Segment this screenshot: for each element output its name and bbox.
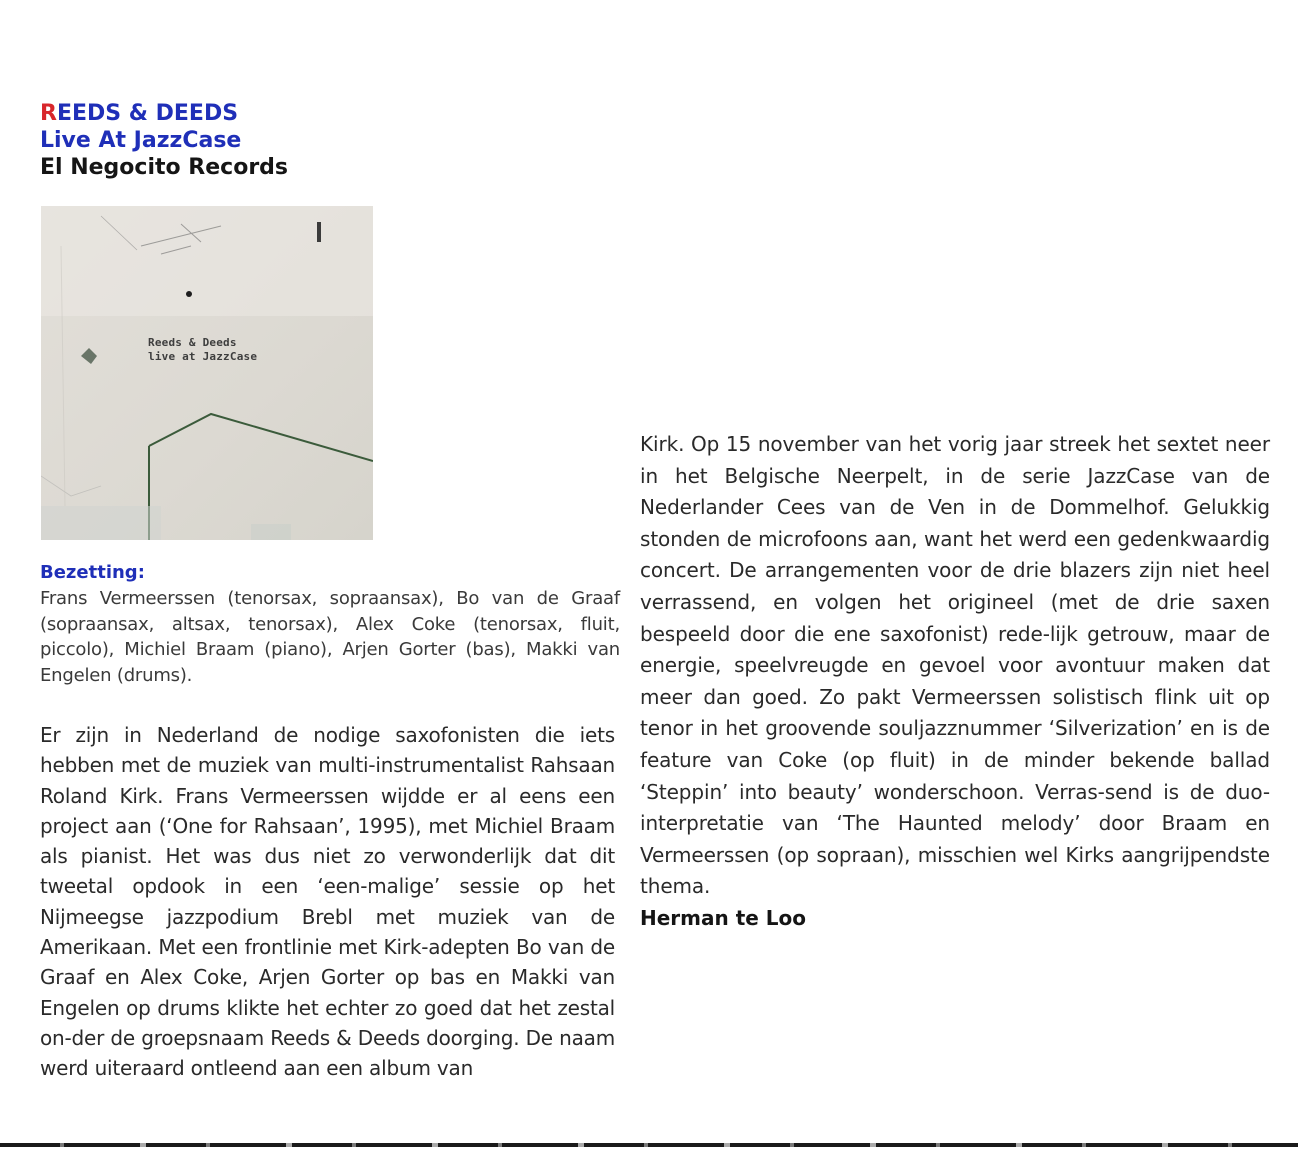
lineup-heading: Bezetting: xyxy=(40,562,145,583)
band-name-initial: R xyxy=(40,101,57,126)
author-name: Herman te Loo xyxy=(640,905,807,930)
record-label: El Negocito Records xyxy=(40,155,289,180)
article-text-right: Kirk. Op 15 november van het vorig jaar streek het sextet neer in het Belgische Neerpelt, in de serie JazzCase van de Nederlander Cees van de Ven in de Dommelhof. Gelukkig stonden de microfoons aan, want het werd een gedenkwaardig concert. De arrangementen voor de drie blazers zijn niet heel verrassend, en volgen het origineel (met de drie saxen bespeeld door die ene saxofonist) rede-lijk getrouw, maar de energie, speelvreugde en gevoel voor avontuur maken dat meer dan goed. Zo pakt Vermeerssen solistisch flink uit op tenor in het groovende souljazznummer ‘Silverization’ en is de feature van Coke (op fluit) in de minder bekende ballad ‘Steppin’ into beauty’ wonderschoon. Verras-send is de duo-interpretatie van ‘The Haunted melody’ door Braam en Vermeerssen (op sopraan), misschien wel Kirks aangrijpendste thema. xyxy=(640,432,1270,899)
cover-text-line2: live at JazzCase xyxy=(148,350,258,363)
cover-text xyxy=(148,336,257,364)
band-name xyxy=(40,100,620,127)
article-text-left: Er zijn in Nederland de nodige saxofonisten die iets hebben met de muziek van multi-instrumentalist Rahsaan Roland Kirk. Frans Vermeerssen wijdde er al eens een project aan (‘One for Rahsaan’, 1995), met Michiel Braam als pianist. Het was dus niet zo verwonderlijk dat dit tweetal opdook in een ‘een-malige’ sessie op het Nijmeegse jazzpodium Brebl met muziek van de Amerikaan. Met een frontlinie met Kirk-adepten Bo van de Graaf en Alex Coke, Arjen Gorter op bas en Makki van Engelen op drums klikte het echter zo goed dat het zestal on-der de groepsnaam Reeds & Deeds doorging. De naam werd uiteraard ontleend aan een album van xyxy=(40,723,615,1081)
album-cover-artwork xyxy=(41,206,373,540)
album-title: Live At JazzCase xyxy=(40,128,242,153)
left-column xyxy=(40,100,620,1081)
lineup-text: Frans Vermeerssen (tenorsax, sopraansax), Bo van de Graaf (sopraansax, altsax, tenorsax), Alex Coke (tenorsax, fluit, piccolo), Michiel Braam (piano), Arjen Gorter (bas), Makki van Engelen (drums). xyxy=(40,588,620,686)
page-bottom-divider xyxy=(0,1143,1298,1147)
right-column xyxy=(640,429,1270,934)
cover-text-line1: Reeds & Deeds xyxy=(148,336,237,349)
album-cover xyxy=(41,206,373,540)
band-name-rest: EEDS & DEEDS xyxy=(56,101,239,126)
